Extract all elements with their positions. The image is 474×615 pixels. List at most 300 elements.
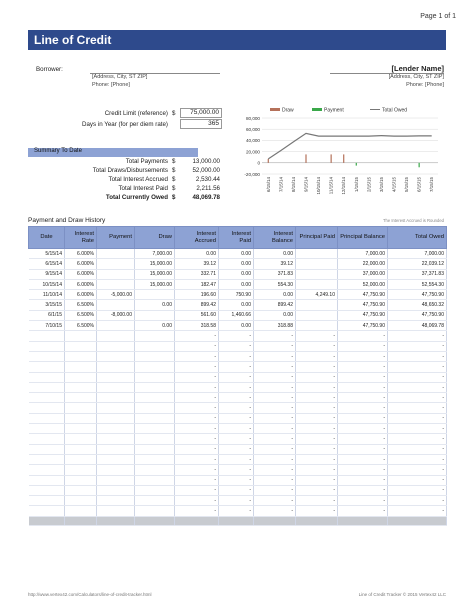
- input-cell[interactable]: [29, 382, 65, 392]
- dash-cell: -: [254, 382, 296, 392]
- input-cell[interactable]: [65, 403, 97, 413]
- table-row: [29, 321, 447, 331]
- summary-currency: $: [172, 176, 176, 183]
- dash-cell: -: [338, 341, 388, 351]
- page-number: Page 1 of 1: [420, 13, 456, 20]
- dash-cell: -: [254, 372, 296, 382]
- dash-cell: -: [388, 362, 447, 372]
- dash-cell: -: [388, 372, 447, 382]
- input-cell[interactable]: [135, 351, 175, 361]
- input-cell[interactable]: [29, 475, 65, 485]
- input-cell[interactable]: [97, 424, 135, 434]
- input-cell[interactable]: [29, 424, 65, 434]
- x-tick-label: 7/15/15: [429, 177, 435, 193]
- table-row: [29, 310, 447, 320]
- days-label: Days in Year (for per diem rate): [82, 121, 168, 128]
- x-tick-label: 10/15/14: [316, 177, 322, 195]
- input-cell[interactable]: [29, 403, 65, 413]
- table-row: [29, 249, 447, 259]
- table-cell[interactable]: 15,000.00: [135, 259, 175, 269]
- input-cell[interactable]: [65, 506, 97, 516]
- dash-cell: -: [219, 372, 254, 382]
- dash-cell: -: [296, 496, 338, 506]
- column-header: Interest Paid: [219, 227, 254, 249]
- summary-value: 2,530.44: [195, 176, 220, 183]
- x-tick-label: 1/15/15: [353, 177, 359, 193]
- column-header: Interest Balance: [254, 227, 296, 249]
- table-cell[interactable]: 6.000%: [65, 279, 97, 289]
- empty-row: [29, 331, 447, 341]
- input-cell[interactable]: [97, 475, 135, 485]
- dash-cell: -: [254, 496, 296, 506]
- payment-bar: [356, 163, 357, 166]
- table-cell: 554.30: [254, 279, 296, 289]
- dash-cell: -: [219, 496, 254, 506]
- input-cell[interactable]: [29, 444, 65, 454]
- empty-row: [29, 444, 447, 454]
- input-cell[interactable]: [135, 382, 175, 392]
- input-cell[interactable]: [97, 331, 135, 341]
- footer-url[interactable]: http://www.vertex42.com/Calculators/line-of-credit-tracker.html: [28, 592, 152, 597]
- input-cell[interactable]: [97, 485, 135, 495]
- input-cell[interactable]: [97, 362, 135, 372]
- summary-currency: $: [172, 158, 176, 165]
- dash-cell: -: [175, 424, 219, 434]
- draw-bar: [268, 159, 269, 163]
- input-cell[interactable]: [65, 444, 97, 454]
- dash-cell: -: [388, 351, 447, 361]
- dash-cell: -: [296, 372, 338, 382]
- column-header: Payment: [97, 227, 135, 249]
- dash-cell: -: [254, 341, 296, 351]
- line-of-credit-chart: [232, 104, 446, 212]
- input-cell[interactable]: [135, 475, 175, 485]
- input-cell[interactable]: [135, 424, 175, 434]
- input-cell[interactable]: [65, 341, 97, 351]
- input-cell[interactable]: [135, 331, 175, 341]
- table-cell: 47,750.90: [388, 310, 447, 320]
- table-cell: 0.00: [219, 300, 254, 310]
- legend-swatch: [312, 108, 322, 111]
- dash-cell: -: [296, 393, 338, 403]
- input-cell[interactable]: [97, 393, 135, 403]
- dash-cell: -: [388, 485, 447, 495]
- dash-cell: -: [254, 413, 296, 423]
- empty-row: [29, 393, 447, 403]
- dash-cell: -: [388, 506, 447, 516]
- input-cell[interactable]: [135, 413, 175, 423]
- input-cell[interactable]: [135, 496, 175, 506]
- table-cell: 196.60: [175, 290, 219, 300]
- table-cell[interactable]: 6.500%: [65, 310, 97, 320]
- input-cell[interactable]: [97, 465, 135, 475]
- column-header: Principal Paid: [296, 227, 338, 249]
- empty-row: [29, 475, 447, 485]
- input-cell[interactable]: [65, 393, 97, 403]
- column-header: Principal Balance: [338, 227, 388, 249]
- summary-label: Total Interest Accrued: [108, 176, 168, 183]
- dash-cell: -: [338, 475, 388, 485]
- input-cell[interactable]: [97, 341, 135, 351]
- table-cell[interactable]: [97, 300, 135, 310]
- dash-cell: -: [388, 434, 447, 444]
- dash-cell: -: [175, 382, 219, 392]
- lender-name: [Lender Name]: [391, 64, 444, 73]
- dash-cell: -: [296, 475, 338, 485]
- legend-label: Payment: [324, 107, 344, 114]
- dash-cell: -: [338, 434, 388, 444]
- table-cell: 47,750.90: [338, 290, 388, 300]
- input-cell[interactable]: [135, 341, 175, 351]
- input-cell[interactable]: [29, 362, 65, 372]
- table-cell[interactable]: 6/1/15: [29, 310, 65, 320]
- dash-cell: -: [219, 444, 254, 454]
- dash-cell: -: [219, 341, 254, 351]
- input-cell[interactable]: [135, 434, 175, 444]
- input-cell[interactable]: [135, 485, 175, 495]
- table-cell: 0.00: [254, 249, 296, 259]
- table-cell: 0.00: [219, 259, 254, 269]
- table-cell[interactable]: [97, 259, 135, 269]
- x-tick-label: 2/15/15: [366, 177, 372, 193]
- history-title: Payment and Draw History: [28, 217, 106, 224]
- table-cell: [296, 259, 338, 269]
- table-cell[interactable]: 11/10/14: [29, 290, 65, 300]
- input-cell[interactable]: [65, 465, 97, 475]
- title-bar: [28, 30, 446, 50]
- dash-cell: -: [219, 434, 254, 444]
- input-cell[interactable]: [65, 424, 97, 434]
- credit-limit-label: Credit Limit (reference): [104, 110, 168, 117]
- table-cell: 371.83: [254, 269, 296, 279]
- y-tick-label: 0: [257, 160, 260, 166]
- dash-cell: -: [175, 475, 219, 485]
- column-header: Draw: [135, 227, 175, 249]
- input-cell[interactable]: [29, 372, 65, 382]
- input-cell[interactable]: [65, 496, 97, 506]
- input-cell[interactable]: [29, 413, 65, 423]
- lender-address: [Address, City, ST ZIP]: [388, 74, 444, 80]
- input-cell[interactable]: [65, 475, 97, 485]
- table-cell[interactable]: 0.00: [135, 300, 175, 310]
- table-cell[interactable]: [135, 310, 175, 320]
- dash-cell: -: [175, 341, 219, 351]
- dash-cell: -: [338, 403, 388, 413]
- table-cell: 750.90: [219, 290, 254, 300]
- table-cell[interactable]: 6/15/14: [29, 259, 65, 269]
- input-cell[interactable]: [29, 434, 65, 444]
- input-cell[interactable]: [29, 393, 65, 403]
- x-tick-label: 9/15/14: [303, 177, 309, 193]
- input-cell[interactable]: [97, 413, 135, 423]
- y-tick-label: 80,000: [245, 115, 260, 121]
- dash-cell: -: [296, 454, 338, 464]
- input-cell[interactable]: [29, 341, 65, 351]
- table-cell[interactable]: 5/15/14: [29, 249, 65, 259]
- input-cell[interactable]: [135, 393, 175, 403]
- summary-label: Total Draws/Disbursements: [92, 167, 168, 174]
- empty-row: [29, 382, 447, 392]
- input-cell[interactable]: [65, 351, 97, 361]
- dash-cell: -: [254, 393, 296, 403]
- table-row: [29, 259, 447, 269]
- table-cell[interactable]: 6.000%: [65, 259, 97, 269]
- borrower-phone: Phone: [Phone]: [92, 82, 130, 88]
- dash-cell: -: [254, 506, 296, 516]
- borrower-label: Borrower:: [36, 66, 63, 73]
- page-title: Line of Credit: [34, 33, 112, 47]
- input-cell[interactable]: [97, 382, 135, 392]
- draw-bar: [343, 154, 344, 162]
- dash-cell: -: [338, 393, 388, 403]
- empty-row: [29, 403, 447, 413]
- input-cell[interactable]: [97, 434, 135, 444]
- x-tick-label: 6/15/14: [265, 177, 271, 193]
- table-cell: [296, 300, 338, 310]
- table-cell: [296, 310, 338, 320]
- table-cell[interactable]: 6.000%: [65, 249, 97, 259]
- input-cell[interactable]: [97, 496, 135, 506]
- table-cell[interactable]: 0.00: [135, 321, 175, 331]
- input-cell[interactable]: [135, 465, 175, 475]
- y-tick-label: -20,000: [244, 171, 260, 177]
- table-cell[interactable]: 7/10/15: [29, 321, 65, 331]
- table-row: [29, 290, 447, 300]
- dash-cell: -: [219, 413, 254, 423]
- input-cell[interactable]: [97, 351, 135, 361]
- input-cell[interactable]: [65, 485, 97, 495]
- dash-cell: -: [175, 413, 219, 423]
- table-cell: 4,249.10: [296, 290, 338, 300]
- draw-bar: [331, 154, 332, 162]
- table-cell[interactable]: 6.500%: [65, 300, 97, 310]
- dash-cell: -: [388, 331, 447, 341]
- dash-cell: -: [219, 351, 254, 361]
- input-cell[interactable]: [65, 454, 97, 464]
- dash-cell: -: [219, 362, 254, 372]
- input-cell[interactable]: [65, 331, 97, 341]
- input-cell[interactable]: [29, 485, 65, 495]
- empty-row: [29, 362, 447, 372]
- table-cell[interactable]: 7,000.00: [135, 249, 175, 259]
- dash-cell: -: [175, 331, 219, 341]
- total-owed-line: [268, 133, 431, 159]
- x-tick-label: 8/15/14: [290, 177, 296, 193]
- table-row: [29, 269, 447, 279]
- days-input[interactable]: 365: [180, 119, 222, 129]
- dash-cell: -: [254, 444, 296, 454]
- table-cell: 182.47: [175, 279, 219, 289]
- empty-row: [29, 434, 447, 444]
- table-cell: 318.88: [254, 321, 296, 331]
- dash-cell: -: [175, 496, 219, 506]
- input-cell[interactable]: [97, 444, 135, 454]
- input-cell[interactable]: [65, 372, 97, 382]
- empty-row: [29, 341, 447, 351]
- input-cell[interactable]: [29, 496, 65, 506]
- table-cell: 318.58: [175, 321, 219, 331]
- input-cell[interactable]: [65, 413, 97, 423]
- footer-copyright: Line of Credit Tracker © 2015 Vertex42 LLC: [358, 592, 446, 597]
- summary-value: 13,000.00: [192, 158, 220, 165]
- input-cell[interactable]: [97, 372, 135, 382]
- dash-cell: -: [254, 485, 296, 495]
- payment-bar: [419, 163, 420, 167]
- legend-label: Total Owed: [382, 107, 408, 114]
- table-cell: 47,750.90: [338, 300, 388, 310]
- dash-cell: -: [388, 444, 447, 454]
- table-cell: 39.12: [254, 259, 296, 269]
- dash-cell: -: [254, 403, 296, 413]
- dash-cell: -: [338, 331, 388, 341]
- table-cell: 22,039.12: [388, 259, 447, 269]
- table-cell: 37,000.00: [338, 269, 388, 279]
- table-cell[interactable]: 15,000.00: [135, 279, 175, 289]
- dash-cell: -: [219, 393, 254, 403]
- dash-cell: -: [219, 454, 254, 464]
- table-cell: [296, 279, 338, 289]
- table-cell: 37,371.83: [388, 269, 447, 279]
- dash-cell: -: [338, 413, 388, 423]
- table-cell[interactable]: [135, 290, 175, 300]
- table-cell[interactable]: -8,000.00: [97, 310, 135, 320]
- summary-value: 2,211.56: [196, 185, 220, 192]
- summary-value: 52,000.00: [192, 167, 220, 174]
- draw-bar: [305, 154, 306, 162]
- empty-row: [29, 351, 447, 361]
- table-cell[interactable]: 6.500%: [65, 321, 97, 331]
- dash-cell: -: [254, 475, 296, 485]
- x-tick-label: 4/15/15: [391, 177, 397, 193]
- input-cell[interactable]: [29, 351, 65, 361]
- table-cell: 0.00: [219, 249, 254, 259]
- dash-cell: -: [296, 331, 338, 341]
- empty-row: [29, 424, 447, 434]
- dash-cell: -: [388, 393, 447, 403]
- table-cell: 0.00: [219, 279, 254, 289]
- input-cell[interactable]: [135, 372, 175, 382]
- summary-label: Total Interest Paid: [118, 185, 168, 192]
- input-cell[interactable]: [65, 382, 97, 392]
- empty-row: [29, 485, 447, 495]
- summary-value: 48,069.78: [192, 194, 220, 201]
- dash-cell: -: [219, 382, 254, 392]
- input-cell[interactable]: [29, 465, 65, 475]
- table-cell: 47,750.90: [338, 321, 388, 331]
- borrower-address: [Address, City, ST ZIP]: [92, 74, 148, 80]
- dash-cell: -: [296, 424, 338, 434]
- table-cell: 1,460.66: [219, 310, 254, 320]
- dash-cell: -: [296, 485, 338, 495]
- dash-cell: -: [338, 362, 388, 372]
- y-tick-label: 60,000: [245, 127, 260, 132]
- table-cell[interactable]: [97, 249, 135, 259]
- dash-cell: -: [296, 434, 338, 444]
- input-cell[interactable]: [29, 506, 65, 516]
- summary-currency: $: [172, 167, 176, 174]
- input-cell[interactable]: [135, 454, 175, 464]
- input-cell[interactable]: [135, 506, 175, 516]
- input-cell[interactable]: [135, 444, 175, 454]
- table-cell: 0.00: [254, 290, 296, 300]
- table-cell[interactable]: -5,000.00: [97, 290, 135, 300]
- empty-row: [29, 496, 447, 506]
- dash-cell: -: [254, 424, 296, 434]
- table-cell[interactable]: 10/15/14: [29, 279, 65, 289]
- input-cell[interactable]: [29, 331, 65, 341]
- empty-row: [29, 465, 447, 475]
- table-cell[interactable]: [97, 269, 135, 279]
- dash-cell: -: [296, 351, 338, 361]
- dash-cell: -: [254, 331, 296, 341]
- input-cell[interactable]: [135, 362, 175, 372]
- table-cell[interactable]: 6.000%: [65, 290, 97, 300]
- column-header: Interest Rate: [65, 227, 97, 249]
- legend-label: Draw: [282, 107, 294, 114]
- table-cell: 47,750.90: [338, 310, 388, 320]
- dash-cell: -: [338, 496, 388, 506]
- dash-cell: -: [219, 403, 254, 413]
- table-cell: 52,554.30: [388, 279, 447, 289]
- dash-cell: -: [388, 496, 447, 506]
- table-cell: 7,000.00: [338, 249, 388, 259]
- legend-swatch: [270, 108, 280, 111]
- dash-cell: -: [175, 372, 219, 382]
- input-cell[interactable]: [97, 403, 135, 413]
- input-cell[interactable]: [65, 434, 97, 444]
- x-tick-label: 6/15/15: [416, 177, 422, 193]
- dash-cell: -: [338, 506, 388, 516]
- dash-cell: -: [175, 362, 219, 372]
- x-tick-label: 5/15/15: [404, 177, 410, 193]
- table-cell[interactable]: 9/15/14: [29, 269, 65, 279]
- dash-cell: -: [338, 465, 388, 475]
- credit-limit-input[interactable]: 75,000.00: [180, 108, 222, 118]
- table-cell: 899.42: [175, 300, 219, 310]
- dash-cell: -: [338, 485, 388, 495]
- dash-cell: -: [175, 351, 219, 361]
- table-cell[interactable]: [97, 279, 135, 289]
- dash-cell: -: [388, 382, 447, 392]
- table-cell: 48,069.78: [388, 321, 447, 331]
- dash-cell: -: [219, 475, 254, 485]
- table-cell: 48,650.32: [388, 300, 447, 310]
- dash-cell: -: [296, 403, 338, 413]
- y-tick-label: 20,000: [245, 149, 260, 155]
- summary-header: Summary To Date: [28, 148, 198, 157]
- dash-cell: -: [254, 362, 296, 372]
- history-note: The Interest Accrued is Rounded: [383, 218, 444, 223]
- table-cell[interactable]: 6.000%: [65, 269, 97, 279]
- history-table: [28, 226, 447, 526]
- table-cell[interactable]: 3/15/15: [29, 300, 65, 310]
- empty-row: [29, 506, 447, 516]
- dash-cell: -: [338, 454, 388, 464]
- dash-cell: -: [388, 465, 447, 475]
- table-row: [29, 300, 447, 310]
- input-cell[interactable]: [135, 403, 175, 413]
- dash-cell: -: [296, 341, 338, 351]
- x-tick-label: 12/15/14: [341, 177, 347, 195]
- table-cell[interactable]: 15,000.00: [135, 269, 175, 279]
- dash-cell: -: [296, 382, 338, 392]
- dash-cell: -: [296, 413, 338, 423]
- input-cell[interactable]: [97, 454, 135, 464]
- input-cell[interactable]: [29, 454, 65, 464]
- input-cell[interactable]: [65, 362, 97, 372]
- input-cell[interactable]: [97, 506, 135, 516]
- table-cell[interactable]: [97, 321, 135, 331]
